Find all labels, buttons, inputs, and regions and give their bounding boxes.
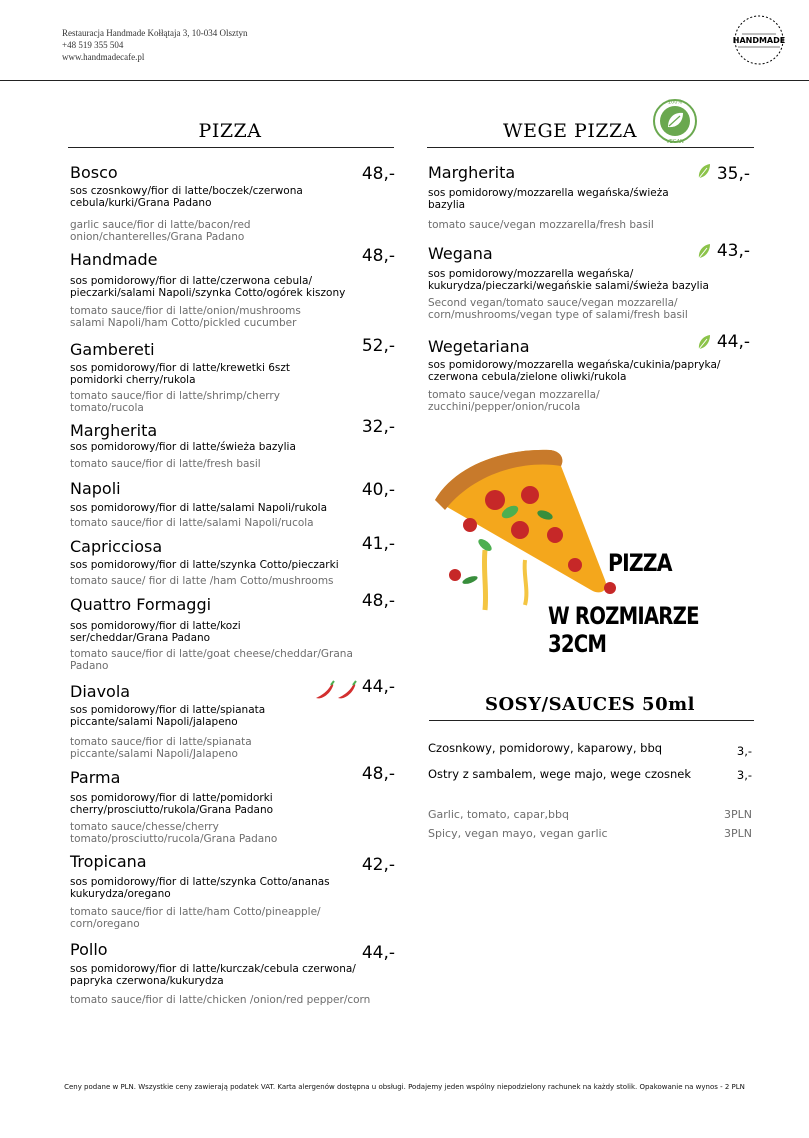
menu-item-name: Quattro Formaggi (70, 595, 212, 614)
menu-item-ingredients-pl: sos pomidorowy/fior di latte/szynka Cotto/pieczarki (70, 559, 339, 571)
menu-item-ingredients-pl: sos pomidorowy/fior di latte/kurczak/cebula czerwona/ papryka czerwona/kukurydza (70, 963, 356, 987)
menu-item-name: Gambereti (70, 340, 155, 359)
menu-item-price: 48,- (361, 164, 395, 184)
menu-item-price: 48,- (361, 246, 395, 266)
menu-item-name: Capricciosa (70, 537, 163, 556)
menu-item-ingredients-en: tomato sauce/fior di latte/spianata piccante/salami Napoli/Jalapeno (70, 736, 252, 760)
menu-item-price: 52,- (361, 336, 395, 356)
sauce-name: Ostry z sambalem, wege majo, wege czosnek (428, 767, 692, 781)
menu-item-price: 48,- (361, 764, 395, 784)
menu-item-ingredients-en: tomato sauce/ fior di latte /ham Cotto/mushrooms (70, 575, 334, 587)
handmade-logo (728, 12, 790, 68)
menu-item-ingredients-en: tomato sauce/fior di latte/chicken /onion/red pepper/corn (70, 994, 371, 1006)
menu-item-name: Handmade (70, 250, 158, 269)
promo-size-text: W ROZMIARZE 32CM (548, 602, 699, 658)
sauce-name: Czosnkowy, pomidorowy, kaparowy, bbq (428, 741, 663, 755)
vegan-badge-icon (651, 97, 699, 145)
menu-item-ingredients-en: garlic sauce/fior di latte/bacon/red onion/chanterelles/Grana Padano (70, 219, 251, 243)
menu-item-ingredients-pl: sos pomidorowy/mozzarella wegańska/świeża bazylia (428, 187, 669, 211)
menu-item-price: 32,- (361, 417, 395, 437)
menu-item-price: 40,- (361, 480, 395, 500)
menu-item-name: Wegetariana (428, 337, 530, 356)
menu-item-ingredients-en: tomato sauce/fior di latte/shrimp/cherry tomato/rucola (70, 390, 280, 414)
sauce-name-en: Spicy, vegan mayo, vegan garlic (428, 827, 608, 840)
menu-item-price: 35,- (716, 164, 750, 184)
menu-item-name: Bosco (70, 163, 118, 182)
menu-item-ingredients-pl: sos pomidorowy/fior di latte/czerwona cebula/ pieczarki/salami Napoli/szynka Cotto/ogórek kiszony (70, 275, 346, 299)
menu-item-price: 43,- (716, 241, 750, 261)
svg-text:100%: 100% (667, 99, 683, 106)
sauce-price-en: 3PLN (724, 808, 752, 821)
svg-text:HANDMADE: HANDMADE (732, 36, 786, 45)
restaurant-website[interactable]: www.handmadecafe.pl (62, 52, 145, 62)
menu-item-name: Pollo (70, 940, 108, 959)
menu-item-ingredients-pl: sos pomidorowy/fior di latte/spianata piccante/salami Napoli/jalapeno (70, 704, 266, 728)
sauces-title-rule (429, 720, 754, 721)
svg-text:VEGAN: VEGAN (666, 139, 684, 145)
menu-item-ingredients-pl: sos pomidorowy/mozzarella wegańska/ kukurydza/pieczarki/wegańskie salami/świeża bazylia (428, 268, 709, 292)
menu-item-price: 48,- (361, 591, 395, 611)
menu-item-name: Margherita (70, 421, 158, 440)
menu-item-ingredients-pl: sos pomidorowy/fior di latte/salami Napoli/rukola (70, 502, 328, 514)
menu-item-ingredients-en: Second vegan/tomato sauce/vegan mozzarella/ corn/mushrooms/vegan type of salami/fresh basil (428, 297, 688, 321)
menu-item-ingredients-en: tomato sauce/fior di latte/ham Cotto/pineapple/ corn/oregano (70, 906, 321, 930)
menu-item-name: Napoli (70, 479, 121, 498)
menu-item-ingredients-pl: sos pomidorowy/fior di latte/krewetki 6szt pomidorki cherry/rukola (70, 362, 290, 386)
menu-item-ingredients-en: tomato sauce/fior di latte/goat cheese/cheddar/Grana Padano (70, 648, 353, 672)
header-divider (0, 80, 809, 81)
menu-item-ingredients-en: tomato sauce/chesse/cherry tomato/prosciutto/rucola/Grana Padano (70, 821, 278, 845)
menu-item-name: Diavola (70, 682, 131, 701)
menu-item-name: Wegana (428, 244, 493, 263)
menu-item-name: Margherita (428, 163, 516, 182)
pizza-slice-image (425, 440, 625, 620)
sauce-price: 3,- (736, 744, 752, 758)
menu-item-name: Parma (70, 768, 121, 787)
menu-item-ingredients-pl: sos pomidorowy/fior di latte/pomidorki cherry/prosciutto/rukola/Grana Padano (70, 792, 274, 816)
menu-item-ingredients-en: tomato sauce/fior di latte/fresh basil (70, 458, 261, 470)
footer-note: Ceny podane w PLN. Wszystkie ceny zawierają podatek VAT. Karta alergenów dostępna u obsługi. Podajemy jeden wspólny niepodzielony rachunek na każdy stolik. Opakowanie na wynos - 2 PLN (64, 1083, 745, 1091)
wege-title-rule (427, 147, 754, 148)
sauce-price-en: 3PLN (724, 827, 752, 840)
pizza-section-title: PIZZA (198, 120, 262, 142)
menu-item-ingredients-pl: sos pomidorowy/fior di latte/kozi ser/cheddar/Grana Padano (70, 620, 241, 644)
wege-section-title: WEGE PIZZA (503, 120, 637, 142)
promo-title: PIZZA (608, 549, 672, 577)
pizza-title-rule (68, 147, 394, 148)
restaurant-address: Restauracja Handmade Kołłątaja 3, 10-034 Olsztyn (62, 28, 248, 38)
menu-item-price: 44,- (361, 943, 395, 963)
menu-item-ingredients-pl: sos pomidorowy/fior di latte/szynka Cotto/ananas kukurydza/oregano (70, 876, 330, 900)
menu-item-ingredients-en: tomato sauce/vegan mozzarella/ zucchini/pepper/onion/rucola (428, 389, 600, 413)
menu-item-price: 44,- (361, 677, 395, 697)
menu-item-name: Tropicana (70, 852, 147, 871)
menu-item-ingredients-pl: sos pomidorowy/fior di latte/świeża bazylia (70, 441, 296, 453)
sauce-price: 3,- (736, 768, 752, 782)
sauce-name-en: Garlic, tomato, capar,bbq (428, 808, 569, 821)
menu-item-price: 44,- (716, 332, 750, 352)
sauces-section-title: SOSY/SAUCES 50ml (484, 694, 695, 715)
menu-item-ingredients-pl: sos pomidorowy/mozzarella wegańska/cukinia/papryka/ czerwona cebula/zielone oliwki/rukola (428, 359, 721, 383)
menu-item-ingredients-pl: sos czosnkowy/fior di latte/boczek/czerwona cebula/kurki/Grana Padano (70, 185, 303, 209)
restaurant-phone: +48 519 355 504 (62, 40, 124, 50)
menu-item-ingredients-en: tomato sauce/fior di latte/onion/mushrooms salami Napoli/ham Cotto/pickled cucumber (70, 305, 301, 329)
menu-item-price: 42,- (361, 855, 395, 875)
menu-item-price: 41,- (361, 534, 395, 554)
menu-item-ingredients-en: tomato sauce/fior di latte/salami Napoli/rucola (70, 517, 314, 529)
menu-item-ingredients-en: tomato sauce/vegan mozzarella/fresh basil (428, 219, 654, 231)
